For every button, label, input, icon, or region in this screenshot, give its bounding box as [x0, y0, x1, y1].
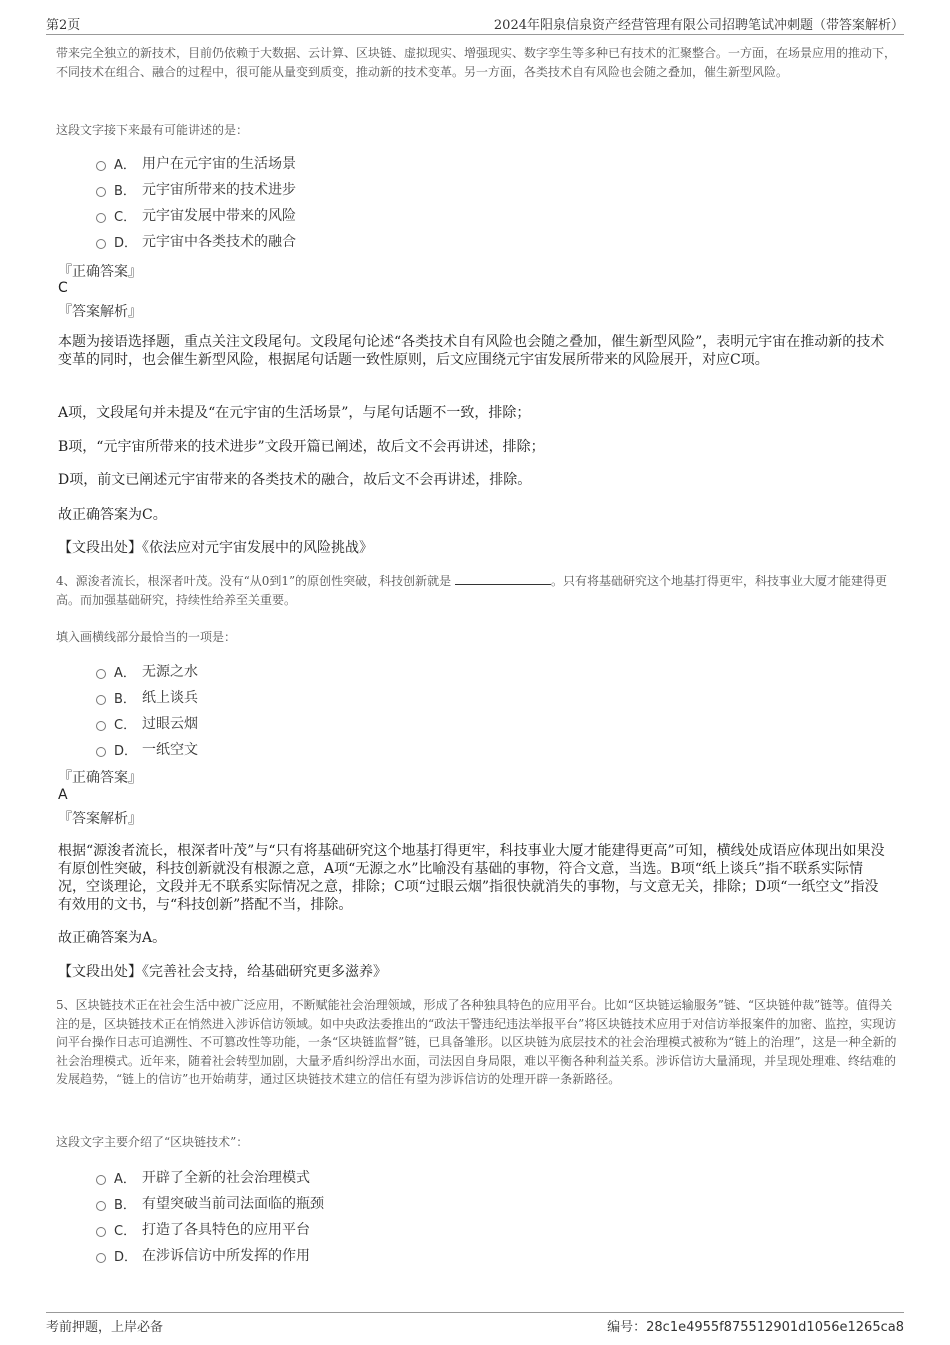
q5-options	[96, 1164, 324, 1268]
q3-option-c[interactable]: C． 元宇宙发展中带来的风险	[96, 202, 296, 228]
q3-passage: 带来完全独立的新技术，目前仍依赖于大数据、云计算、区块链、虚拟现实、增强现实、数字孪生等多种已有技术的汇聚整合。一方面，在场景应用的推动下，不同技术在组合、融合的过程中，很可能从量变到质变，推动新的技术变革。另一方面，各类技术自有风险也会随之叠加，催生新型风险。	[56, 46, 897, 79]
q4-answer-tag: 『正确答案』	[58, 770, 142, 786]
radio-icon[interactable]	[96, 747, 106, 757]
q3-explanation-a: A项，文段尾句并未提及“在元宇宙的生活场景”，与尾句话题不一致，排除；	[58, 405, 531, 421]
q3-analysis-tag: 『答案解析』	[58, 304, 142, 320]
q4-passage: 4、源浚者流长，根深者叶茂。没有“从0到1”的原创性突破，科技创新就是 。只有将基础研究这个地基打得更牢，科技事业大厦才能建得更高。而加强基础研究，持续性给养至关重要。	[56, 574, 888, 607]
q3-explanation-main: 本题为接语选择题，重点关注文段尾句。文段尾句论述“各类技术自有风险也会随之叠加，催生新型风险”，表明元宇宙在推动新的技术变革的同时，也会催生新型风险，根据尾句话题一致性原则，后文应围绕元宇宙发展所带来的风险展开，对应C项。	[58, 334, 885, 368]
q5-passage: 5、区块链技术正在社会生活中被广泛应用，不断赋能社会治理领域，形成了各种独具特色的应用平台。比如“区块链运输服务”链、“区块链仲裁”链等。值得关注的是，区块链技术正在悄然进入涉诉信访领域。如中央政法委推出的“政法干警违纪违法举报平台”将区块链技术应用于对信访举报案件的加密、监控，实现访问平台操作日志可追溯性、不可篡改性等功能，一条“区块链监督”链，已具备雏形。以区块链为底层技术的社会治理模式被称为“链上的治理”，这是一种全新的社会治理模式。近年来，随着社会转型加剧，大量矛盾纠纷浮出水面，司法因自身局限，难以平衡各种利益关系。涉诉信访大量涌现，并呈现处理难、终结难的发展趋势，“链上的信访”也开始萌芽，通过区块链技术建立的信任有望为涉诉信访的处理开辟一条新路径。	[56, 998, 897, 1086]
q4-option-d[interactable]: D． 一纸空文	[96, 736, 198, 762]
radio-icon[interactable]	[96, 695, 106, 705]
radio-icon[interactable]	[96, 1253, 106, 1263]
q3-explanation-b: B项，“元宇宙所带来的技术进步”文段开篇已阐述，故后文不会再讲述，排除；	[58, 439, 545, 455]
footer-slogan: 考前押题，上岸必备	[46, 1320, 164, 1335]
radio-icon[interactable]	[96, 187, 106, 197]
q3-option-b[interactable]: B． 元宇宙所带来的技术进步	[96, 176, 296, 202]
q4-conclusion: 故正确答案为A。	[58, 930, 167, 946]
q3-option-a[interactable]: A． 用户在元宇宙的生活场景	[96, 150, 296, 176]
q3-source: 【文段出处】《依法应对元宇宙发展中的风险挑战》	[58, 540, 373, 556]
q4-option-a[interactable]: A． 无源之水	[96, 658, 198, 684]
q5-option-d[interactable]: D． 在涉诉信访中所发挥的作用	[96, 1242, 324, 1268]
document-title: 2024年阳泉信泉资产经营管理有限公司招聘笔试冲刺题（带答案解析）	[493, 18, 904, 33]
q5-option-b[interactable]: B． 有望突破当前司法面临的瓶颈	[96, 1190, 324, 1216]
q5-option-c[interactable]: C． 打造了各具特色的应用平台	[96, 1216, 324, 1242]
radio-icon[interactable]	[96, 721, 106, 731]
q3-prompt: 这段文字接下来最有可能讲述的是：	[56, 123, 249, 137]
q3-answer: C	[58, 280, 68, 296]
q3-conclusion: 故正确答案为C。	[58, 507, 167, 523]
q5-prompt: 这段文字主要介绍了“区块链技术”：	[56, 1135, 249, 1149]
q3-explanation-d: D项，前文已阐述元宇宙带来的各类技术的融合，故后文不会再讲述，排除。	[58, 472, 532, 488]
q5-option-a[interactable]: A． 开辟了全新的社会治理模式	[96, 1164, 324, 1190]
radio-icon[interactable]	[96, 1227, 106, 1237]
page-number: 第2页	[46, 18, 81, 33]
page-header	[46, 12, 904, 35]
radio-icon[interactable]	[96, 239, 106, 249]
radio-icon[interactable]	[96, 213, 106, 223]
q4-option-b[interactable]: B． 纸上谈兵	[96, 684, 198, 710]
blank-line	[455, 572, 551, 585]
q4-explanation-main: 根据“源浚者流长，根深者叶茂”与“只有将基础研究这个地基打得更牢，科技事业大厦才能建得更高”可知，横线处成语应体现出如果没有原创性突破，科技创新就没有根源之意，A项“无源之水”比喻没有基础的事物，符合文意，当选。B项“纸上谈兵”指不联系实际情况，空谈理论，文段并无不联系实际情况之意，排除；C项“过眼云烟”指很快就消失的事物，与文意无关，排除；D项“一纸空文”指没有效用的文书，与“科技创新”搭配不当，排除。	[58, 843, 885, 913]
radio-icon[interactable]	[96, 1175, 106, 1185]
q4-answer: A	[58, 787, 68, 803]
radio-icon[interactable]	[96, 1201, 106, 1211]
q3-answer-tag: 『正确答案』	[58, 264, 142, 280]
q4-option-c[interactable]: C． 过眼云烟	[96, 710, 198, 736]
footer-code: 编号：28c1e4955f875512901d1056e1265ca8	[607, 1320, 904, 1335]
q3-options	[96, 150, 296, 254]
page-footer	[46, 1312, 904, 1335]
radio-icon[interactable]	[96, 161, 106, 171]
radio-icon[interactable]	[96, 669, 106, 679]
q4-source: 【文段出处】《完善社会支持，给基础研究更多滋养》	[58, 964, 387, 980]
q4-prompt: 填入画横线部分最恰当的一项是：	[56, 630, 237, 644]
q4-analysis-tag: 『答案解析』	[58, 811, 142, 827]
q3-option-d[interactable]: D． 元宇宙中各类技术的融合	[96, 228, 296, 254]
q4-options	[96, 658, 198, 762]
